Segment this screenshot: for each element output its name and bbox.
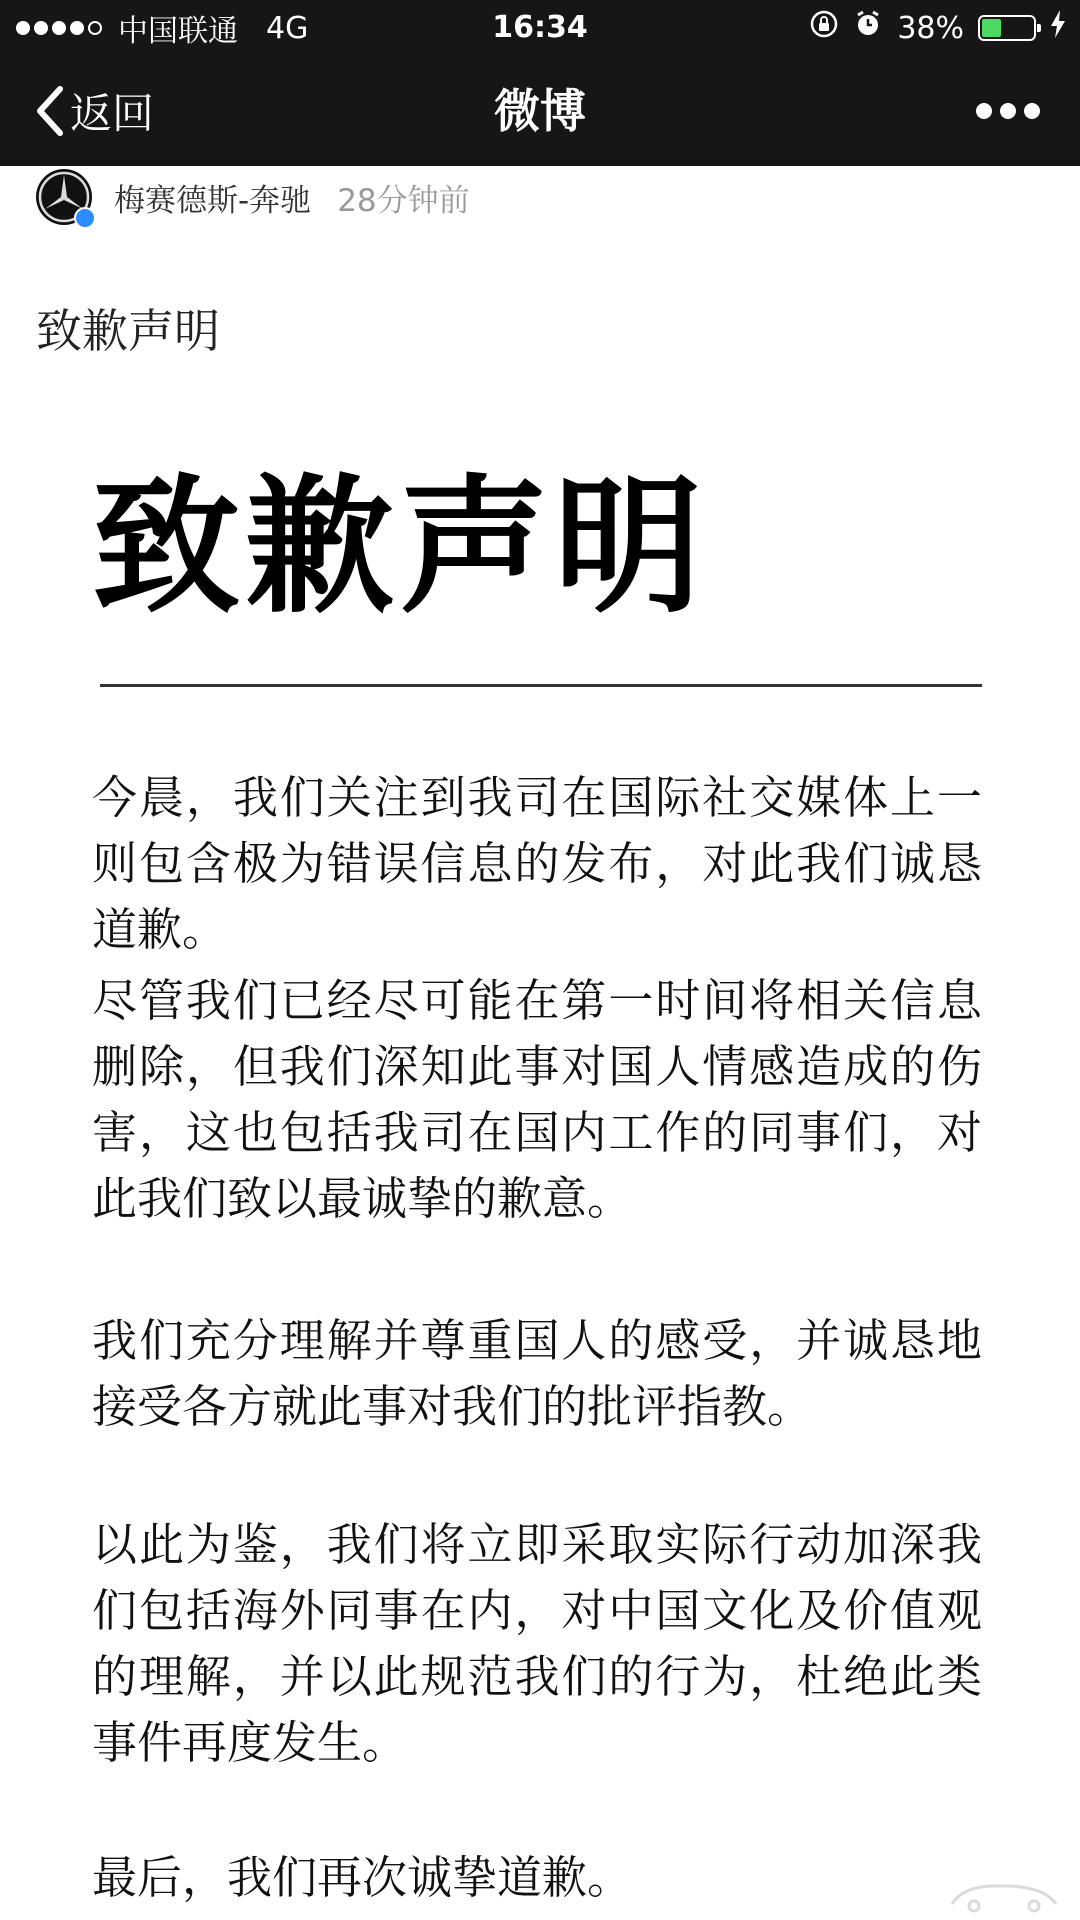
battery-icon xyxy=(978,15,1036,41)
post-text: 致歉声明 xyxy=(36,304,220,358)
rotation-lock-icon xyxy=(809,9,839,47)
carrier-name: 中国联通 xyxy=(118,14,238,49)
watermark-car-logo-icon xyxy=(944,1878,1064,1914)
statement-paragraph: 今晨，我们关注到我司在国际社交媒体上一则包含极为错误信息的发布，对此我们诚恳道歉。 xyxy=(92,771,982,956)
charging-bolt-icon xyxy=(1050,10,1066,46)
status-bar xyxy=(0,0,1080,56)
status-right xyxy=(809,0,1066,56)
author-name[interactable]: 梅赛德斯-奔驰 xyxy=(114,182,312,219)
statement-paragraph: 以此为鉴，我们将立即采取实际行动加深我们包括海外同事在内，对中国文化及价值观的理解，并以此规范我们的行为，杜绝此类事件再度发生。 xyxy=(92,1518,982,1769)
more-dots-icon[interactable] xyxy=(976,56,1040,166)
clock: 16:34 xyxy=(492,10,588,45)
page-title: 微博 xyxy=(494,84,586,138)
statement-image[interactable] xyxy=(0,420,1080,1920)
back-label: 返回 xyxy=(70,89,155,138)
battery-level-fill xyxy=(982,19,1001,37)
battery-percent: 38% xyxy=(897,10,964,46)
statement-paragraph: 我们充分理解并尊重国人的感受，并诚恳地接受各方就此事对我们的批评指教。 xyxy=(92,1314,982,1433)
statement-paragraph: 尽管我们已经尽可能在第一时间将相关信息删除，但我们深知此事对国人情感造成的伤害，这也包括我司在国内工作的同事们，对此我们致以最诚挚的歉意。 xyxy=(92,974,982,1225)
statement-paragraph: 最后，我们再次诚挚道歉。 xyxy=(92,1851,633,1904)
post-header xyxy=(36,166,470,228)
statement-divider xyxy=(100,684,982,687)
verified-badge-icon xyxy=(74,207,96,229)
post-timestamp: 28分钟前 xyxy=(337,182,470,219)
alarm-icon xyxy=(853,9,883,47)
statement-title: 致歉声明 xyxy=(92,459,708,633)
avatar[interactable] xyxy=(36,169,92,225)
nav-bar xyxy=(0,56,1080,166)
network-type: 4G xyxy=(266,10,309,46)
